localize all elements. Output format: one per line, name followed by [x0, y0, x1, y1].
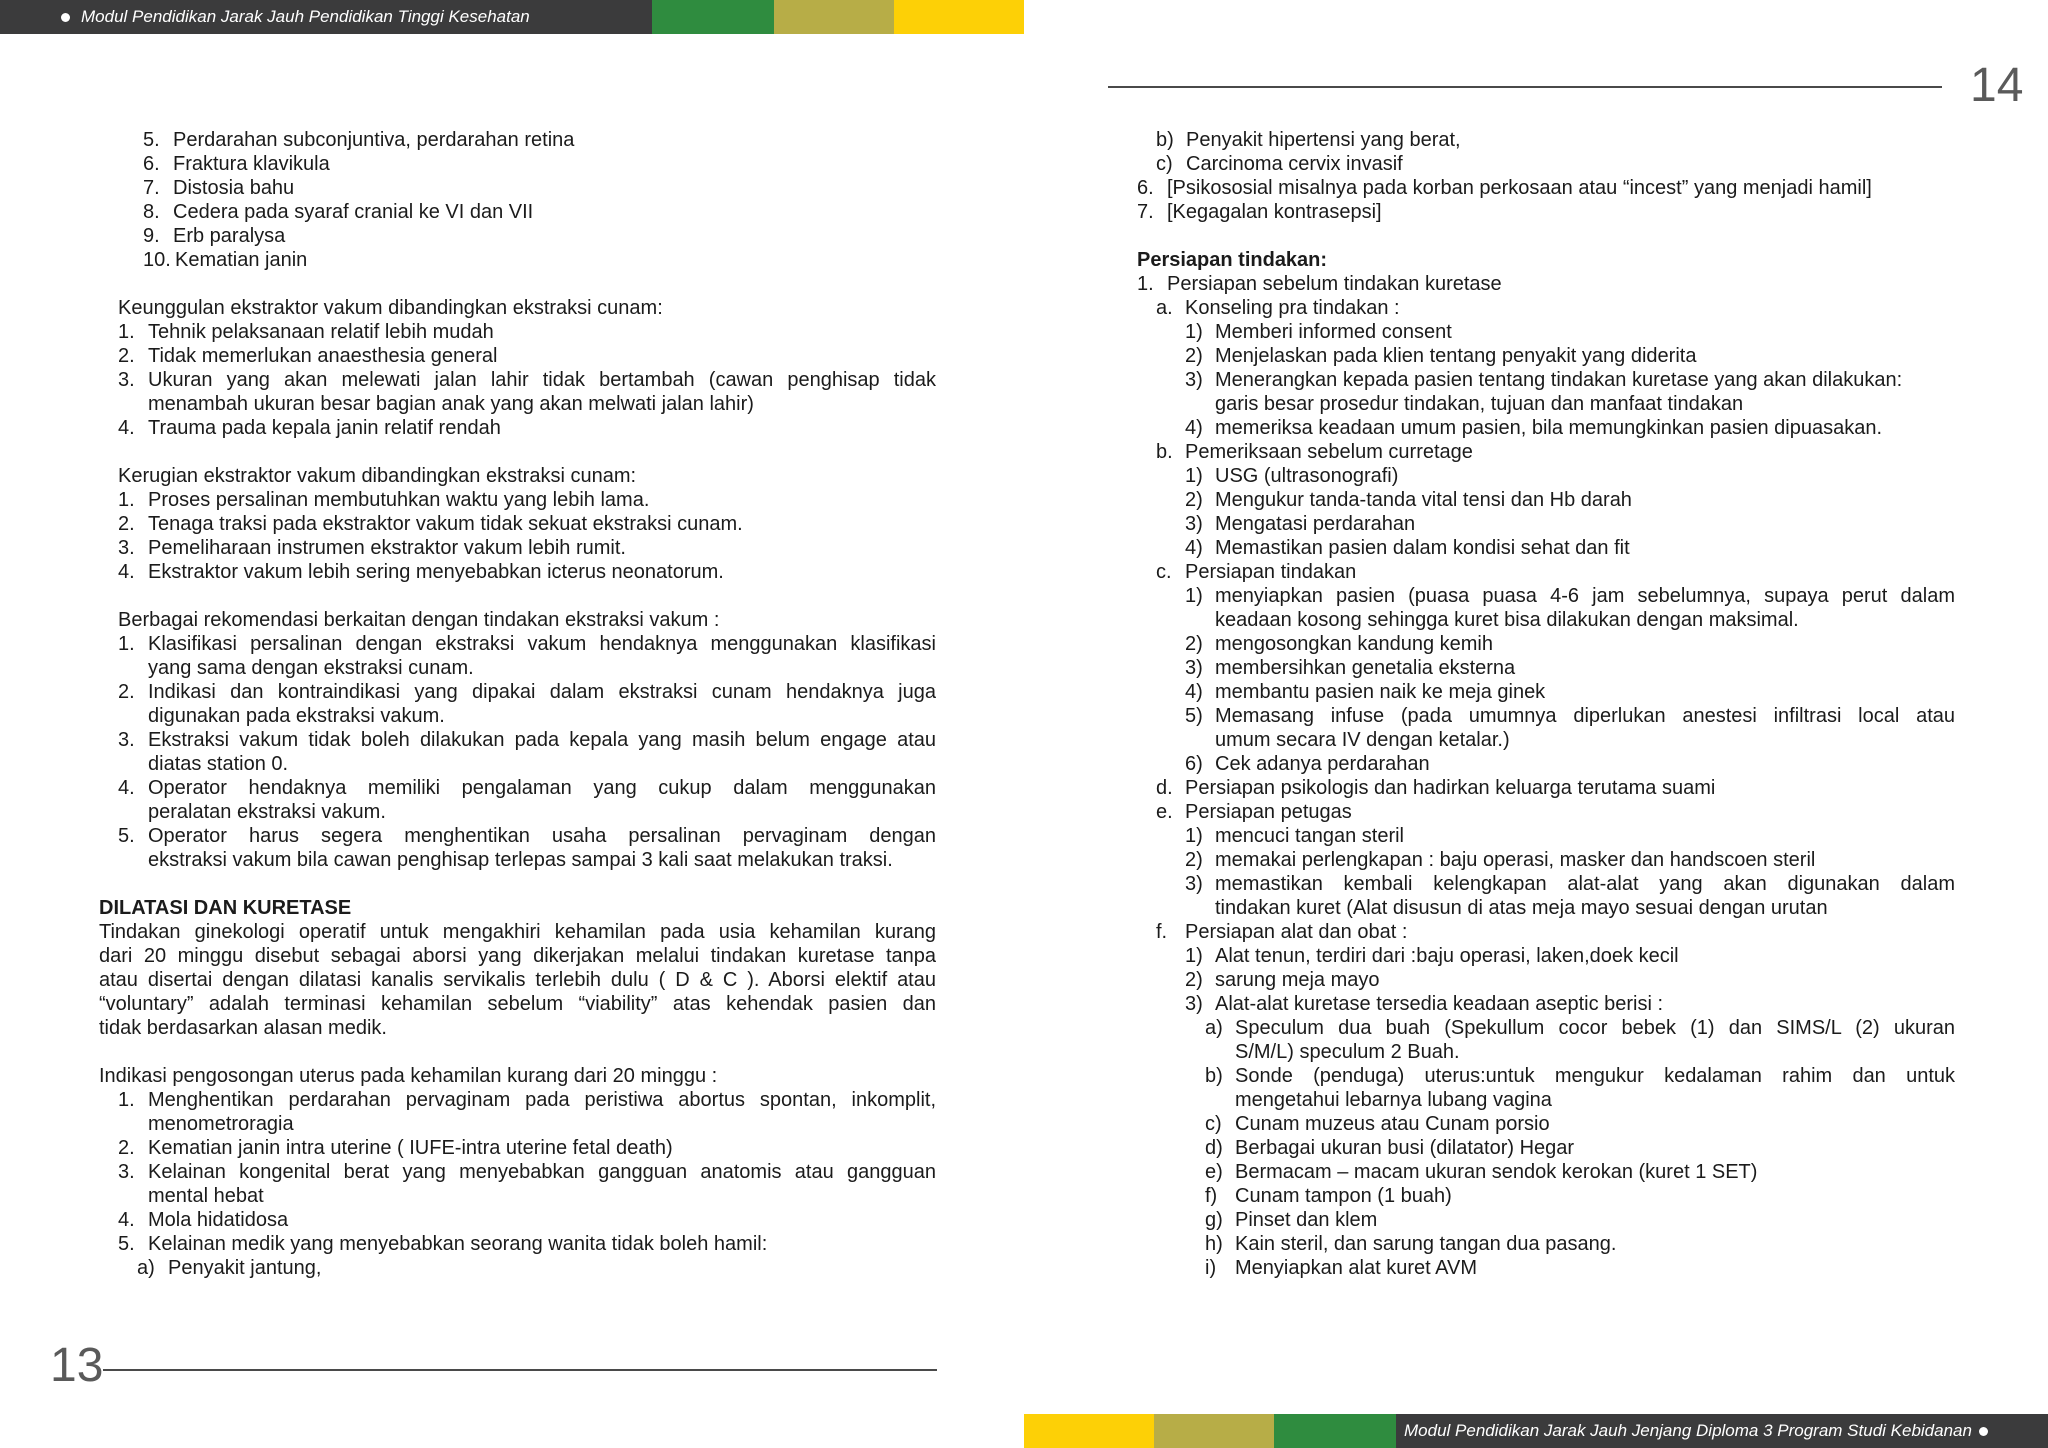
list-item	[1185, 944, 1955, 968]
list-marker: 5.	[143, 129, 160, 151]
line-text: Memasang infuse (pada umumnya diperlukan anestesi infiltrasi local atau	[1215, 705, 1955, 727]
list-item	[118, 1136, 936, 1160]
line-text: Menjelaskan pada klien tentang penyakit yang diderita	[1215, 345, 1697, 367]
list-marker: 6.	[143, 153, 160, 175]
line-text: Penyakit jantung,	[168, 1257, 322, 1279]
list-item	[1205, 1232, 1955, 1256]
list-item-continuation	[118, 752, 936, 776]
line-text: Kain steril, dan sarung tangan dua pasang.	[1235, 1233, 1617, 1255]
list-marker: 3.	[118, 369, 135, 391]
list-item	[118, 824, 936, 848]
line-text: Memastikan pasien dalam kondisi sehat dan fit	[1215, 537, 1630, 559]
line-text: digunakan pada ekstraksi vakum.	[148, 705, 445, 727]
list-marker: 3.	[118, 729, 135, 751]
footer-yellow-stripe	[1024, 1414, 1154, 1448]
list-marker: b)	[1205, 1065, 1223, 1087]
line-text: Pemeliharaan instrumen ekstraktor vakum lebih rumit.	[148, 537, 626, 559]
list-marker: 1.	[1137, 273, 1154, 295]
list-marker: e)	[1205, 1161, 1223, 1183]
list-marker: 9.	[143, 225, 160, 247]
list-marker: 3)	[1185, 993, 1203, 1015]
list-marker: 2)	[1185, 345, 1203, 367]
line-text: Sonde (penduga) uterus:untuk mengukur kedalaman rahim dan untuk	[1235, 1065, 1955, 1087]
paragraph-line	[99, 992, 936, 1016]
list-item	[1156, 920, 1955, 944]
paragraph-line	[99, 968, 936, 992]
list-item	[1156, 560, 1955, 584]
section-heading	[118, 464, 936, 488]
list-marker: 2)	[1185, 969, 1203, 991]
list-marker: 4.	[118, 777, 135, 799]
line-text: Ekstraktor vakum lebih sering menyebabkan icterus neonatorum.	[148, 561, 724, 583]
list-item	[118, 416, 936, 440]
list-item	[143, 200, 743, 224]
section-heading-bold	[1137, 248, 1737, 272]
list-marker: f.	[1156, 921, 1168, 943]
line-text: Persiapan petugas	[1185, 801, 1352, 823]
list-marker: 2.	[118, 345, 135, 367]
line-text: Berbagai rekomendasi berkaitan dengan tindakan ekstraksi vakum :	[118, 609, 720, 631]
line-text: Persiapan sebelum tindakan kuretase	[1167, 273, 1502, 295]
list-item	[118, 680, 936, 704]
line-text: [Kegagalan kontrasepsi]	[1167, 201, 1382, 223]
line-text: Tenaga traksi pada ekstraktor vakum tidak sekuat ekstraksi cunam.	[148, 513, 743, 535]
line-text: Bermacam – macam ukuran sendok kerokan (kuret 1 SET)	[1235, 1161, 1758, 1183]
list-item	[1185, 416, 1955, 440]
line-text: Persiapan alat dan obat :	[1185, 921, 1408, 943]
line-text: Cunam muzeus atau Cunam porsio	[1235, 1113, 1550, 1135]
line-text: Erb paralysa	[173, 225, 286, 247]
list-marker: 3)	[1185, 513, 1203, 535]
line-text: mengetahui lebarnya lubang vagina	[1235, 1089, 1552, 1111]
line-text: Klasifikasi persalinan dengan ekstraksi vakum hendaknya menggunakan klasifikasi	[148, 633, 936, 655]
list-item	[118, 1160, 936, 1184]
line-text: Menghentikan perdarahan pervaginam pada peristiwa abortus spontan, inkomplit,	[148, 1089, 936, 1111]
list-item	[1185, 344, 1955, 368]
list-item	[118, 368, 936, 392]
footer-bullet-icon	[1979, 1427, 1988, 1436]
line-text: Berbagai ukuran busi (dilatator) Hegar	[1235, 1137, 1575, 1159]
list-marker: 7.	[143, 177, 160, 199]
list-marker: 4.	[118, 1209, 135, 1231]
list-marker: 2)	[1185, 849, 1203, 871]
line-text: dari 20 minggu disebut sebagai aborsi yang dikerjakan melalui tindakan kuretase tanpa	[99, 945, 936, 967]
list-marker: 10.	[143, 249, 171, 271]
list-marker: g)	[1205, 1209, 1223, 1231]
list-item-continuation	[118, 800, 936, 824]
line-text: menometroragia	[148, 1113, 294, 1135]
line-text: Persiapan tindakan	[1185, 561, 1357, 583]
line-text: Cek adanya perdarahan	[1215, 753, 1430, 775]
list-item-continuation	[1185, 896, 1955, 920]
list-item	[143, 152, 743, 176]
list-item	[1185, 584, 1955, 608]
header-olive-stripe	[774, 0, 894, 34]
list-item	[1205, 1256, 1955, 1280]
line-text: Kerugian ekstraktor vakum dibandingkan ekstraksi cunam:	[118, 465, 637, 487]
list-item	[143, 248, 743, 272]
header-yellow-stripe	[894, 0, 1024, 34]
line-text: umum secara IV dengan ketalar.)	[1215, 729, 1510, 751]
list-item	[118, 512, 936, 536]
list-marker: 4)	[1185, 537, 1203, 559]
list-marker: 4.	[118, 417, 135, 439]
line-text: Perdarahan subconjuntiva, perdarahan retina	[173, 129, 575, 151]
list-item	[1205, 1208, 1955, 1232]
list-marker: 2.	[118, 681, 135, 703]
list-item	[118, 728, 936, 752]
list-item-continuation	[118, 704, 936, 728]
line-text: Carcinoma cervix invasif	[1186, 153, 1403, 175]
line-text: mencuci tangan steril	[1215, 825, 1404, 847]
list-item	[143, 128, 743, 152]
list-item	[118, 776, 936, 800]
list-item	[118, 344, 936, 368]
line-text: menambah ukuran besar bagian anak yang akan melwati jalan lahir)	[148, 393, 754, 415]
list-marker: i)	[1205, 1257, 1217, 1279]
list-marker: 1)	[1185, 825, 1203, 847]
page-number-13: 13	[50, 1339, 104, 1392]
line-text: Tehnik pelaksanaan relatif lebih mudah	[148, 321, 494, 343]
line-text: sarung meja mayo	[1215, 969, 1380, 991]
list-item	[1156, 776, 1955, 800]
line-text: Persiapan tindakan:	[1137, 249, 1328, 271]
line-text: Memberi informed consent	[1215, 321, 1452, 343]
list-item-continuation	[1185, 392, 1955, 416]
list-marker: b.	[1156, 441, 1173, 463]
list-item	[1185, 320, 1955, 344]
line-text: Keunggulan ekstraktor vakum dibandingkan ekstraksi cunam:	[118, 297, 663, 319]
list-marker: 1)	[1185, 585, 1203, 607]
line-text: memakai perlengkapan : baju operasi, masker dan handscoen steril	[1215, 849, 1816, 871]
line-text: memeriksa keadaan umum pasien, bila memungkinkan pasien dipuasakan.	[1215, 417, 1883, 439]
list-marker: 1)	[1185, 321, 1203, 343]
list-item	[1185, 488, 1955, 512]
list-marker: a.	[1156, 297, 1173, 319]
list-marker: d)	[1205, 1137, 1223, 1159]
line-text: yang sama dengan ekstraksi cunam.	[148, 657, 474, 679]
list-item	[1156, 800, 1955, 824]
list-marker: 4.	[118, 561, 135, 583]
list-marker: 2)	[1185, 633, 1203, 655]
list-marker: 6.	[1137, 177, 1154, 199]
list-marker: f)	[1205, 1185, 1218, 1207]
line-text: Persiapan psikologis dan hadirkan keluarga terutama suami	[1185, 777, 1716, 799]
line-text: Kematian janin intra uterine ( IUFE-intra uterine fetal death)	[148, 1137, 673, 1159]
list-item	[118, 1088, 936, 1112]
line-text: Pinset dan klem	[1235, 1209, 1378, 1231]
list-item	[1185, 632, 1955, 656]
list-marker: h)	[1205, 1233, 1223, 1255]
line-text: [Psikososial misalnya pada korban perkosaan atau “incest” yang menjadi hamil]	[1167, 177, 1872, 199]
list-marker: 1)	[1185, 945, 1203, 967]
header-title: Modul Pendidikan Jarak Jauh Pendidikan Tinggi Kesehatan	[81, 7, 530, 26]
list-marker: 3.	[118, 1161, 135, 1183]
line-text: Ukuran yang akan melewati jalan lahir tidak bertambah (cawan penghisap tidak	[148, 369, 936, 391]
line-text: Kelainan medik yang menyebabkan seorang wanita tidak boleh hamil:	[148, 1233, 768, 1255]
list-item	[1185, 512, 1955, 536]
line-text: Tidak memerlukan anaesthesia general	[148, 345, 498, 367]
list-marker: 2.	[118, 1137, 135, 1159]
list-item	[1185, 992, 1955, 1016]
list-item	[118, 320, 936, 344]
line-text: diatas station 0.	[148, 753, 289, 775]
line-text: DILATASI DAN KURETASE	[99, 897, 352, 919]
line-text: Kematian janin	[175, 249, 308, 271]
list-marker: e.	[1156, 801, 1173, 823]
list-item-continuation	[118, 848, 936, 872]
line-text: garis besar prosedur tindakan, tujuan dan manfaat tindakan	[1215, 393, 1744, 415]
list-item	[1185, 656, 1955, 680]
line-text: Ekstraksi vakum tidak boleh dilakukan pada kepala yang masih belum engage atau	[148, 729, 936, 751]
list-marker: 6)	[1185, 753, 1203, 775]
list-item	[1156, 128, 1955, 152]
line-text: Pemeriksaan sebelum curretage	[1185, 441, 1473, 463]
line-text: Penyakit hipertensi yang berat,	[1186, 129, 1461, 151]
list-item	[118, 1232, 936, 1256]
line-text: Cunam tampon (1 buah)	[1235, 1185, 1452, 1207]
list-item	[1185, 872, 1955, 896]
line-text: Trauma pada kepala janin relatif rendah	[148, 417, 501, 439]
line-text: Fraktura klavikula	[173, 153, 330, 175]
list-marker: c)	[1156, 153, 1173, 175]
list-item	[118, 560, 936, 584]
line-text: membersihkan genetalia eksterna	[1215, 657, 1516, 679]
line-text: Indikasi pengosongan uterus pada kehamilan kurang dari 20 minggu :	[99, 1065, 718, 1087]
list-item-continuation	[118, 656, 936, 680]
list-item	[1137, 200, 1955, 224]
paragraph-line	[99, 944, 936, 968]
line-text: tidak berdasarkan alasan medik.	[99, 1017, 387, 1039]
page-number-14: 14	[1970, 59, 2024, 112]
section-heading	[99, 1064, 936, 1088]
list-item	[1185, 536, 1955, 560]
list-item	[1185, 848, 1955, 872]
line-text: mengosongkan kandung kemih	[1215, 633, 1493, 655]
line-text: tindakan kuret (Alat disusun di atas meja mayo sesuai dengan urutan	[1215, 897, 1828, 919]
list-item	[1205, 1136, 1955, 1160]
list-item	[1185, 464, 1955, 488]
list-marker: 1.	[118, 321, 135, 343]
header-bullet-icon	[61, 13, 70, 22]
line-text: Tindakan ginekologi operatif untuk mengakhiri kehamilan pada usia kehamilan kurang	[99, 921, 936, 943]
section-heading	[118, 608, 936, 632]
line-text: Kelainan kongenital berat yang menyebabkan gangguan anatomis atau gangguan	[148, 1161, 936, 1183]
list-marker: c.	[1156, 561, 1172, 583]
line-text: mental hebat	[148, 1185, 264, 1207]
list-item	[1185, 824, 1955, 848]
line-text: membantu pasien naik ke meja ginek	[1215, 681, 1546, 703]
page-14-top-rule	[1108, 86, 1942, 88]
list-item	[118, 1208, 936, 1232]
list-item	[1185, 968, 1955, 992]
list-item	[1137, 176, 1955, 200]
list-marker: 5.	[118, 1233, 135, 1255]
footer-olive-stripe	[1154, 1414, 1274, 1448]
list-marker: 7.	[1137, 201, 1154, 223]
list-marker: 3)	[1185, 873, 1203, 895]
line-text: ekstraksi vakum bila cawan penghisap terlepas sampai 3 kali saat melakukan traksi.	[148, 849, 893, 871]
list-item	[1185, 704, 1955, 728]
line-text: Alat tenun, terdiri dari :baju operasi, laken,doek kecil	[1215, 945, 1679, 967]
line-text: memastikan kembali kelengkapan alat-alat yang akan digunakan dalam	[1215, 873, 1955, 895]
line-text: Mengukur tanda-tanda vital tensi dan Hb darah	[1215, 489, 1632, 511]
line-text: Menerangkan kepada pasien tentang tindakan kuretase yang akan dilakukan:	[1215, 369, 1903, 391]
list-marker: 1.	[118, 1089, 135, 1111]
list-marker: a)	[137, 1257, 155, 1279]
list-marker: 1)	[1185, 465, 1203, 487]
list-item-continuation	[118, 1112, 936, 1136]
footer-title: Modul Pendidikan Jarak Jauh Jenjang Diploma 3 Program Studi Kebidanan	[1404, 1421, 1972, 1440]
list-marker: 5)	[1185, 705, 1203, 727]
line-text: menyiapkan pasien (puasa puasa 4-6 jam sebelumnya, supaya perut dalam	[1215, 585, 1955, 607]
list-item-continuation	[118, 1184, 936, 1208]
list-item	[118, 632, 936, 656]
sub-list-item	[137, 1256, 637, 1280]
list-marker: c)	[1205, 1113, 1222, 1135]
list-item	[1156, 152, 1955, 176]
line-text: S/M/L) speculum 2 Buah.	[1235, 1041, 1460, 1063]
list-marker: b)	[1156, 129, 1174, 151]
list-marker: 3)	[1185, 657, 1203, 679]
list-marker: d.	[1156, 777, 1173, 799]
paragraph-line	[99, 920, 936, 944]
list-marker: 3)	[1185, 369, 1203, 391]
page-13-bottom-rule	[103, 1369, 937, 1371]
line-text: Konseling pra tindakan :	[1185, 297, 1400, 319]
list-marker: 2.	[118, 513, 135, 535]
section-heading	[118, 296, 936, 320]
line-text: Mengatasi perdarahan	[1215, 513, 1416, 535]
line-text: keadaan kosong sehingga kuret bisa dilakukan dengan maksimal.	[1215, 609, 1799, 631]
line-text: Operator harus segera menghentikan usaha persalinan pervaginam dengan	[148, 825, 936, 847]
line-text: Proses persalinan membutuhkan waktu yang lebih lama.	[148, 489, 650, 511]
line-text: Speculum dua buah (Spekullum cocor bebek (1) dan SIMS/L (2) ukuran	[1235, 1017, 1955, 1039]
line-text: Mola hidatidosa	[148, 1209, 289, 1231]
list-marker: 5.	[118, 825, 135, 847]
line-text: Menyiapkan alat kuret AVM	[1235, 1257, 1477, 1279]
list-item	[1205, 1112, 1955, 1136]
list-item	[143, 224, 743, 248]
line-text: Distosia bahu	[173, 177, 295, 199]
list-item	[1156, 296, 1955, 320]
list-item-continuation	[1185, 608, 1955, 632]
list-marker: a)	[1205, 1017, 1223, 1039]
list-item-continuation	[1205, 1040, 1955, 1064]
list-item	[1185, 752, 1955, 776]
list-marker: 4)	[1185, 417, 1203, 439]
list-item	[118, 488, 936, 512]
list-item	[1205, 1184, 1955, 1208]
header-green-stripe	[652, 0, 774, 34]
list-item	[1205, 1160, 1955, 1184]
list-item-continuation	[1205, 1088, 1955, 1112]
list-item	[118, 536, 936, 560]
paragraph-line	[99, 1016, 936, 1040]
line-text: USG (ultrasonografi)	[1215, 465, 1399, 487]
list-item	[1185, 680, 1955, 704]
section-heading-bold	[99, 896, 936, 920]
list-item	[1205, 1064, 1955, 1088]
list-item	[1185, 368, 1955, 392]
list-item-continuation	[118, 392, 936, 416]
list-item-continuation	[1185, 728, 1955, 752]
footer-green-stripe	[1274, 1414, 1396, 1448]
list-marker: 2)	[1185, 489, 1203, 511]
list-marker: 1.	[118, 489, 135, 511]
line-text: Alat-alat kuretase tersedia keadaan aseptic berisi :	[1215, 993, 1664, 1015]
line-text: Operator hendaknya memiliki pengalaman yang cukup dalam menggunakan	[148, 777, 936, 799]
list-item	[1205, 1016, 1955, 1040]
list-marker: 8.	[143, 201, 160, 223]
line-text: Cedera pada syaraf cranial ke VI dan VII	[173, 201, 534, 223]
line-text: peralatan ekstraksi vakum.	[148, 801, 386, 823]
line-text: atau disertai dengan dilatasi kanalis servikalis terlebih dulu ( D & C ). Aborsi elektif atau	[99, 969, 936, 991]
list-item	[1156, 440, 1955, 464]
line-text: Indikasi dan kontraindikasi yang dipakai dalam ekstraksi cunam hendaknya juga	[148, 681, 936, 703]
list-marker: 3.	[118, 537, 135, 559]
list-item	[143, 176, 743, 200]
list-item	[1137, 272, 1955, 296]
list-marker: 4)	[1185, 681, 1203, 703]
line-text: “voluntary” adalah terminasi kehamilan sebelum “viability” atas kehendak pasien dan	[99, 993, 936, 1015]
list-marker: 1.	[118, 633, 135, 655]
